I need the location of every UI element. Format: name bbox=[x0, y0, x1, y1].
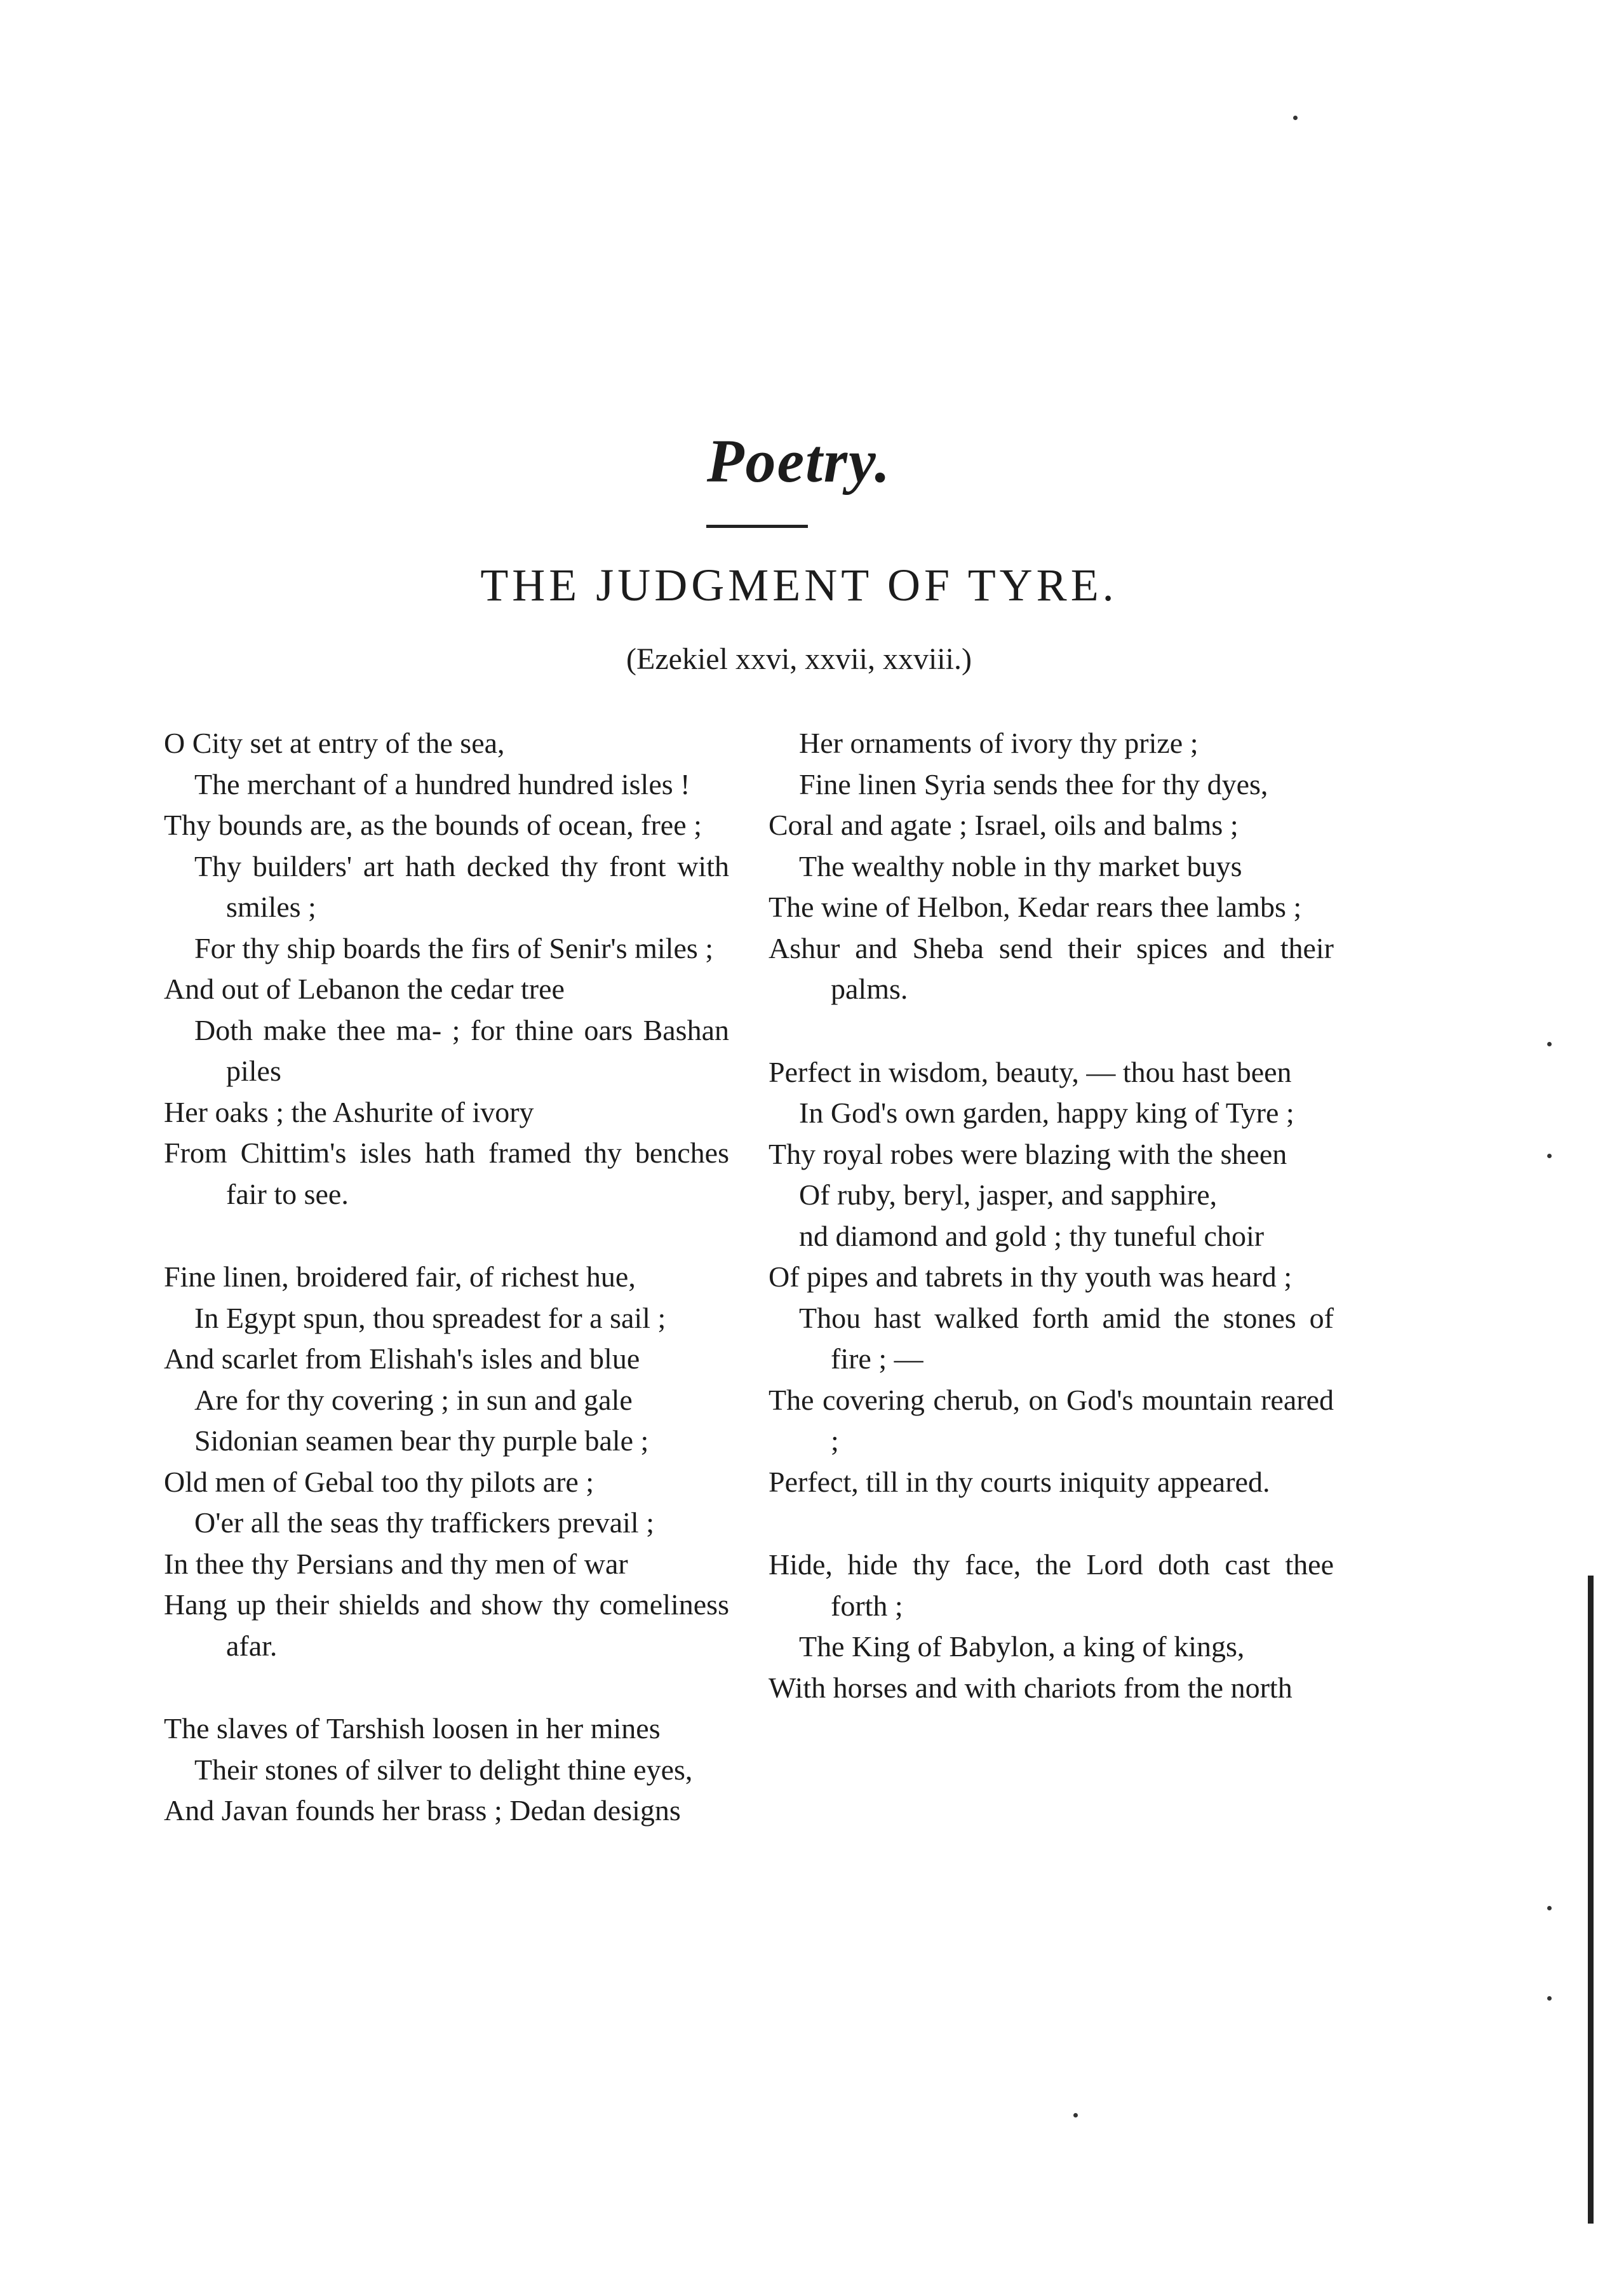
poem-line: In thee thy Persians and thy men of war bbox=[164, 1547, 628, 1580]
poem-line: Hide, hide thy face, the Lord doth cast thee forth ; bbox=[769, 1548, 1334, 1622]
poem-line: Hang up their shields and show thy comeliness afar. bbox=[164, 1588, 729, 1662]
poem-line: In God's own garden, happy king of Tyre ; bbox=[799, 1097, 1294, 1129]
poem-left-column bbox=[164, 723, 729, 1874]
poem-line: And scarlet from Elishah's isles and blue bbox=[164, 1342, 640, 1375]
poem-line: Sidonian seamen bear thy purple bale ; bbox=[194, 1424, 649, 1457]
poem-line: Of pipes and tabrets in thy youth was heard ; bbox=[769, 1260, 1292, 1293]
poem-line: Perfect in wisdom, beauty, — thou hast been bbox=[769, 1055, 1292, 1088]
poem-line: O'er all the seas thy traffickers prevail ; bbox=[194, 1506, 654, 1539]
poem-line: And out of Lebanon the cedar tree bbox=[164, 973, 565, 1005]
poem-line: nd diamond and gold ; thy tuneful choir bbox=[799, 1219, 1265, 1252]
poem-line: O City set at entry of the sea, bbox=[164, 727, 505, 759]
poem-line: Fine linen Syria sends thee for thy dyes, bbox=[799, 767, 1268, 800]
stanza bbox=[769, 723, 1334, 1010]
scan-edge-bar bbox=[1588, 1576, 1594, 2224]
poem-right-column bbox=[769, 723, 1334, 1750]
poem-line: Their stones of silver to delight thine eyes, bbox=[194, 1753, 693, 1786]
poem-line: Doth make thee ma- ; for thine oars Bashan piles bbox=[194, 1013, 729, 1087]
poem-line: Thy bounds are, as the bounds of ocean, free ; bbox=[164, 809, 702, 841]
poem-line: The wine of Helbon, Kedar rears thee lambs ; bbox=[769, 891, 1302, 923]
stanza bbox=[769, 1052, 1334, 1503]
poem-line: For thy ship boards the firs of Senir's miles ; bbox=[194, 931, 714, 964]
stanza bbox=[769, 1544, 1334, 1708]
poem-title: THE JUDGMENT OF TYRE. bbox=[480, 560, 1118, 611]
poem-line: Thy royal robes were blazing with the sheen bbox=[769, 1137, 1287, 1170]
poem-line: Are for thy covering ; in sun and gale bbox=[194, 1383, 633, 1416]
poem-line: Thou hast walked forth amid the stones of fire ; — bbox=[799, 1301, 1334, 1375]
scan-speck bbox=[1547, 1906, 1552, 1910]
section-title: Poetry. bbox=[706, 427, 892, 495]
title-rule bbox=[706, 525, 808, 528]
poem-line: The slaves of Tarshish loosen in her mines bbox=[164, 1712, 661, 1745]
poem-line: Coral and agate ; Israel, oils and balms ; bbox=[769, 809, 1239, 841]
poem-line: From Chittim's isles hath framed thy benches fair to see. bbox=[164, 1137, 729, 1210]
poem-line: The covering cherub, on God's mountain reared ; bbox=[769, 1383, 1334, 1457]
poem-line: And Javan founds her brass ; Dedan designs bbox=[164, 1794, 681, 1827]
poem-line: Perfect, till in thy courts iniquity appeared. bbox=[769, 1465, 1270, 1498]
poem-line: The King of Babylon, a king of kings, bbox=[799, 1630, 1245, 1663]
stanza bbox=[164, 1257, 729, 1666]
scan-speck bbox=[1547, 1042, 1552, 1046]
scan-speck bbox=[1073, 2113, 1078, 2117]
poem-line: Thy builders' art hath decked thy front with smiles ; bbox=[194, 849, 729, 923]
stanza bbox=[164, 1708, 729, 1832]
poem-line: Ashur and Sheba send their spices and their palms. bbox=[769, 931, 1334, 1005]
poem-line: The wealthy noble in thy market buys bbox=[799, 849, 1242, 882]
scan-speck bbox=[1547, 1996, 1552, 2001]
poem-line: With horses and with chariots from the north bbox=[769, 1671, 1292, 1704]
stanza bbox=[164, 723, 729, 1215]
scan-speck bbox=[1547, 1154, 1552, 1158]
poem-reference: (Ezekiel xxvi, xxvii, xxviii.) bbox=[626, 642, 972, 676]
poem-line: Old men of Gebal too thy pilots are ; bbox=[164, 1465, 594, 1498]
poem-line: Her ornaments of ivory thy prize ; bbox=[799, 727, 1198, 759]
poem-line: In Egypt spun, thou spreadest for a sail ; bbox=[194, 1301, 666, 1334]
poem-line: Of ruby, beryl, jasper, and sapphire, bbox=[799, 1178, 1218, 1211]
poem-line: Her oaks ; the Ashurite of ivory bbox=[164, 1095, 534, 1128]
poem-line: Fine linen, broidered fair, of richest hue, bbox=[164, 1260, 636, 1293]
scan-speck bbox=[1293, 116, 1298, 120]
poem-line: The merchant of a hundred hundred isles ! bbox=[194, 767, 690, 800]
